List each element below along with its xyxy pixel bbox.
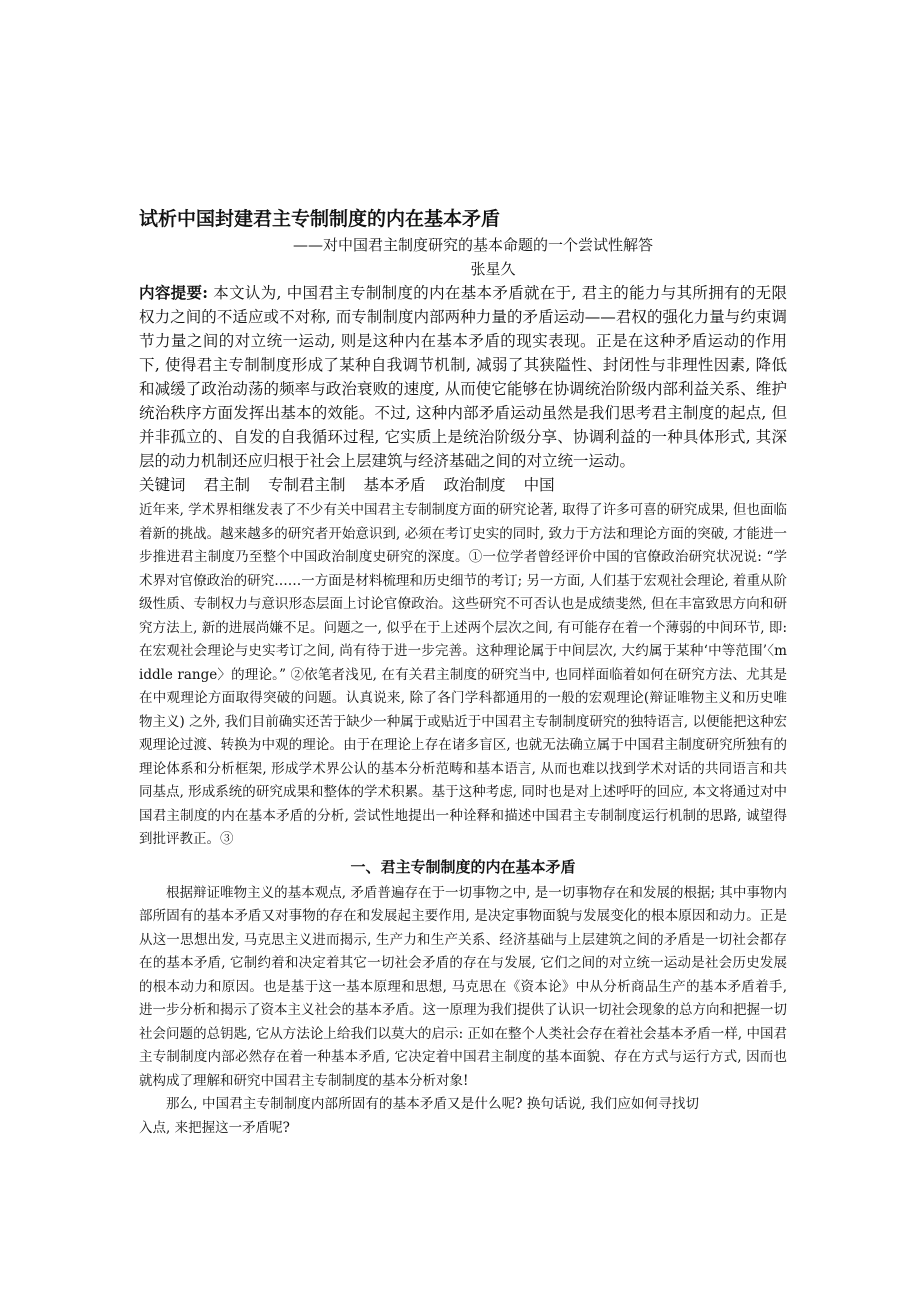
abstract-label: 内容提要: — [139, 283, 209, 302]
keywords-label: 关键词 — [139, 476, 186, 494]
keywords — [139, 473, 787, 497]
paper-title: 试析中国封建君主专制制度的内在基本矛盾 — [139, 208, 501, 230]
body-paragraph: 那么, 中国君主专制制度内部所固有的基本矛盾又是什么呢? 换句话说, 我们应如何寻找切入点, 来把握这一矛盾呢? — [139, 1096, 699, 1136]
paper-subtitle: ——对中国君主制度研究的基本命题的一个尝试性解答 — [292, 236, 653, 254]
keyword-item: 基本矛盾 — [363, 476, 426, 494]
keyword-item: 中国 — [523, 476, 555, 494]
abstract — [139, 281, 787, 473]
section-heading: 一、君主专制制度的内在基本矛盾 — [350, 857, 576, 876]
abstract-text: 本文认为, 中国君主专制制度的内在基本矛盾就在于, 君主的能力与其所拥有的无限权力之间的不适应或不对称, 而专制制度内部两种力量的矛盾运动——君权的强化力量与约束调节力量之间的对立统一运动, 则是这种内在基本矛盾的现实表现。正是在这种矛盾运动的作用下, 使得君主专制制度形成了某种自我调节机制, 减弱了其狭隘性、封闭性与非理性因素, 降低和减缓了政治动荡的频率与政治衰败的速度, 从而使它能够在协调统治阶级内部利益关系、维护统治秩序方面发挥出基本的效能。不过, 这种内部矛盾运动虽然是我们思考君主制度的起点, 但并非孤立的、自发的自我循环过程, 它实质上是统治阶级分享、协调利益的一种具体形式, 其深层的动力机制还应归根于社会上层建筑与经济基础之间的对立统一运动。 — [139, 284, 787, 470]
author-name: 张星久 — [470, 260, 516, 278]
document-page — [139, 205, 787, 1140]
introduction-paragraph: 近年来, 学术界相继发表了不少有关中国君主专制制度方面的研究论著, 取得了许多可喜的研究成果, 但也面临着新的挑战。越来越多的研究者开始意识到, 必须在考订史实的同时, 致力于方法和理论方面的突破, 才能进一步推进君主制度乃至整个中国政治制度史研究的深度。①一位学者曾经评价中国的官僚政治研究状况说: “学术界对官僚政治的研究……一方面是材料梳理和历史细节的考订; 另一方面, 人们基于宏观社会理论, 着重从阶级性质、专制权力与意识形态层面上讨论官僚政治。这些研究不可否认也是成绩斐然, 但在丰富致思方向和研究方法上, 新的进展尚嫌不足。问题之一, 似乎在于上述两个层次之间, 有可能存在着一个薄弱的中间环节, 即: 在宏观社会理论与史实考订之间, 尚有待于进一步完善。这种理论属于中间层次, 大约属于某种‘中等范围’〈m iddle range〉的理论。” ②依笔者浅见, 在有关君主制度的研究当中, 也同样面临着如何在研究方法、尤其是在中观理论方面取得突破的问题。认真说来, 除了各门学科都通用的一般的宏观理论(辩证唯物主义和历史唯物主义) 之外, 我们目前确实还苦于缺少一种属于或贴近于中国君主专制制度研究的独特语言, 以便能把这种宏观理论过渡、转换为中观的理论。由于在理论上存在诸多盲区, 也就无法确立属于中国君主制度研究所独有的理论体系和分析框架, 形成学术界公认的基本分析范畴和基本语言, 从而也难以找到学术对话的共同语言和共同基点, 形成系统的研究成果和整体的学术积累。基于这种考虑, 同时也是对上述呼吁的回应, 本文将通过对中国君主制度的内在基本矛盾的分析, 尝试性地提出一种诠释和描述中国君主专制制度运行机制的思路, 诚望得到批评教正。③ — [139, 502, 787, 847]
body-paragraph: 根据辩证唯物主义的基本观点, 矛盾普遍存在于一切事物之中, 是一切事物存在和发展的根据; 其中事物内部所固有的基本矛盾又对事物的存在和发展起主要作用, 是决定事物面貌与发展变化的根本原因和动力。正是从这一思想出发, 马克思主义进而揭示, 生产力和生产关系、经济基础与上层建筑之间的矛盾是一切社会都存在的基本矛盾, 它制约着和决定着其它一切社会矛盾的存在与发展, 它们之间的对立统一运动是社会历史发展的根本动力和原因。也是基于这一基本原理和思想, 马克思在《资本论》中从分析商品生产的基本矛盾着手, 进一步分析和揭示了资本主义社会的基本矛盾。这一原理为我们提供了认识一切社会现象的总方向和把握一切社会问题的总钥匙, 它从方法论上给我们以莫大的启示: 正如在整个人类社会存在着社会基本矛盾一样, 中国君主专制制度内部必然存在着一种基本矛盾, 它决定着中国君主制度的基本面貌、存在方式与运行方式, 因而也就构成了理解和研究中国君主专制制度的基本分析对象! — [139, 884, 787, 1089]
keyword-item: 专制君主制 — [268, 476, 346, 494]
keyword-item: 君主制 — [203, 476, 251, 494]
keyword-item: 政治制度 — [443, 476, 506, 494]
